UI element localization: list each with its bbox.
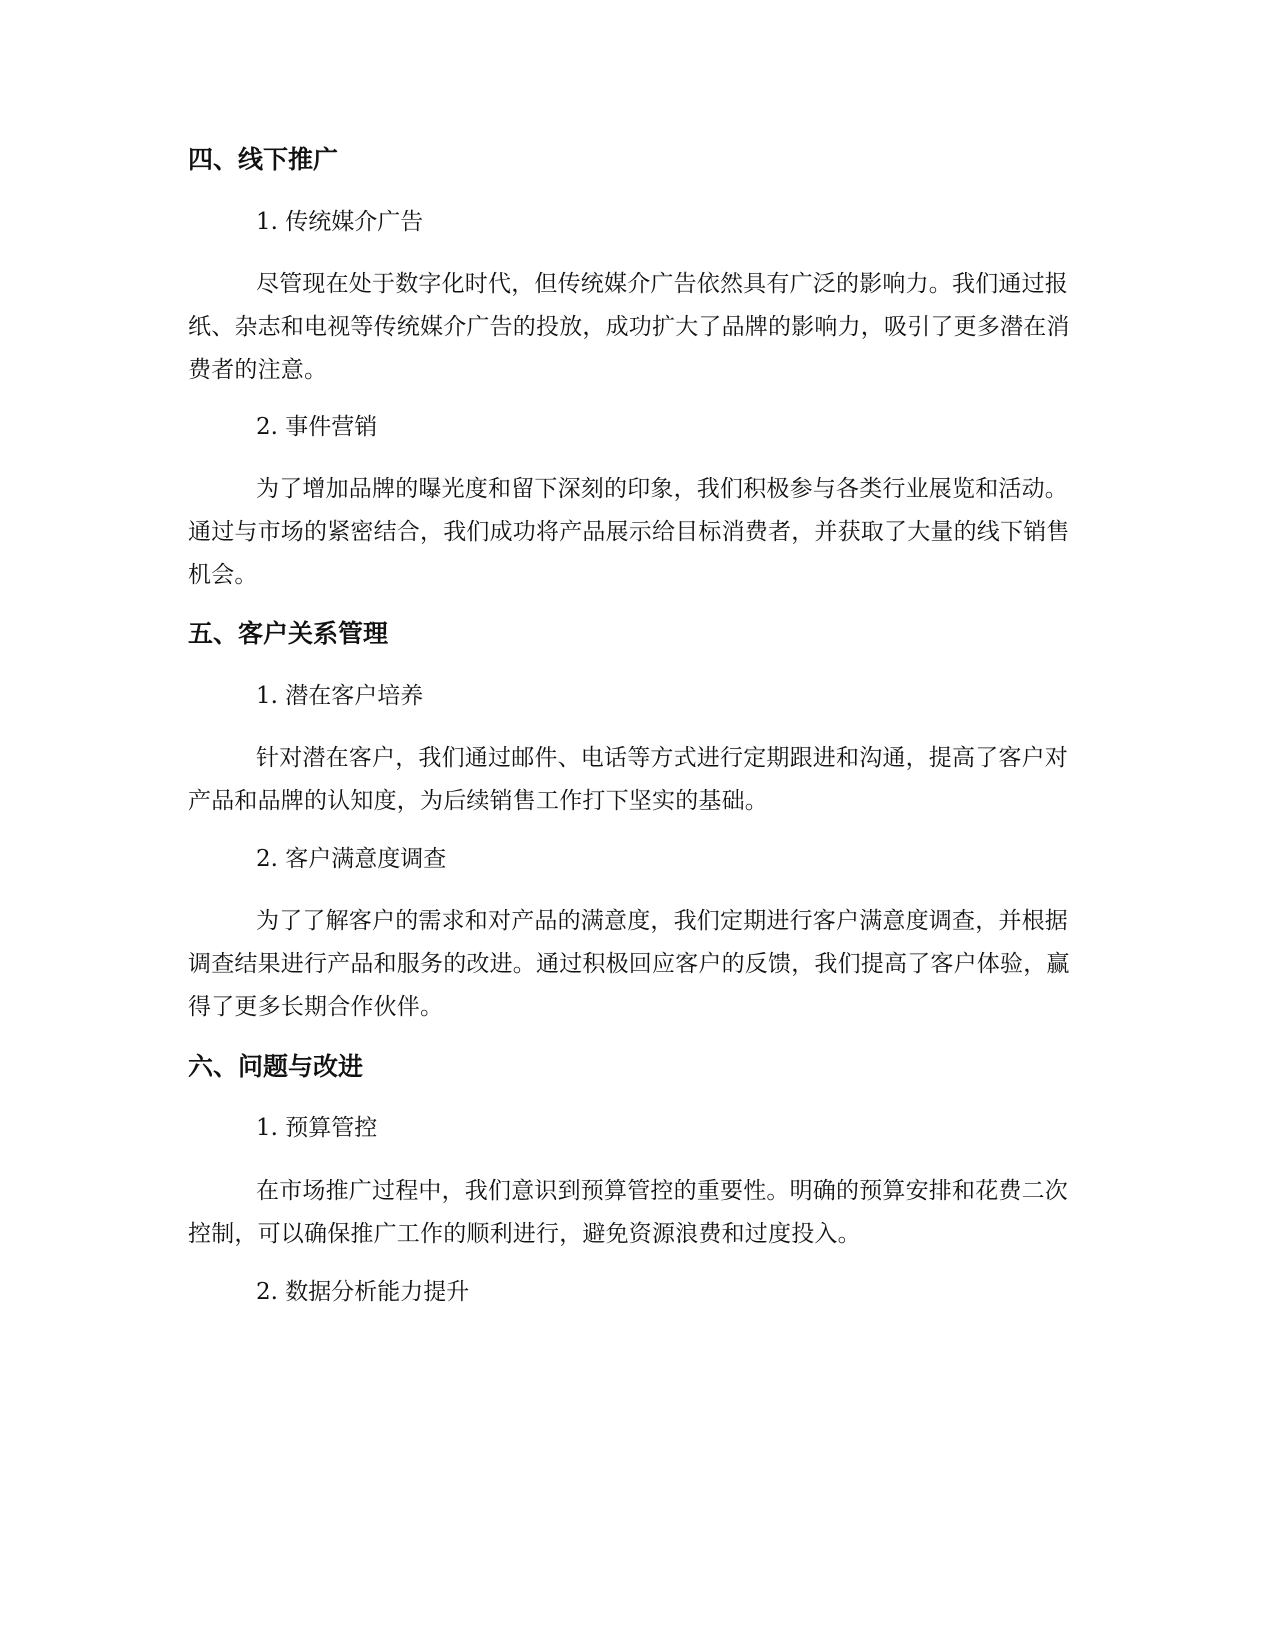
subheading-traditional-media: 1. 传统媒介广告 [256,209,424,235]
paragraph-potential-customers: 针对潜在客户，我们通过邮件、电话等方式进行定期跟进和沟通，提高了客户对产品和品牌的认知度，为后续销售工作打下坚实的基础。 [188,745,1068,814]
section-heading-customer-relations: 五、客户关系管理 [188,619,389,648]
subheading-budget-control: 1. 预算管控 [256,1115,378,1141]
paragraph-satisfaction-survey: 为了了解客户的需求和对产品的满意度，我们定期进行客户满意度调查，并根据调查结果进行产品和服务的改进。通过积极回应客户的反馈，我们提高了客户体验，赢得了更多长期合作伙伴。 [188,908,1070,1020]
paragraph-traditional-media: 尽管现在处于数字化时代，但传统媒介广告依然具有广泛的影响力。我们通过报纸、杂志和电视等传统媒介广告的投放，成功扩大了品牌的影响力，吸引了更多潜在消费者的注意。 [188,271,1070,383]
subheading-satisfaction-survey: 2. 客户满意度调查 [256,846,447,872]
subheading-data-analysis: 2. 数据分析能力提升 [256,1279,470,1305]
subheading-potential-customers: 1. 潜在客户培养 [256,683,424,709]
paragraph-budget-control: 在市场推广过程中，我们意识到预算管控的重要性。明确的预算安排和花费二次控制，可以确保推广工作的顺利进行，避免资源浪费和过度投入。 [188,1178,1068,1247]
subheading-event-marketing: 2. 事件营销 [256,414,378,440]
paragraph-event-marketing: 为了增加品牌的曝光度和留下深刻的印象，我们积极参与各类行业展览和活动。通过与市场的紧密结合，我们成功将产品展示给目标消费者，并获取了大量的线下销售机会。 [188,476,1070,588]
section-heading-offline-promotion: 四、线下推广 [188,145,339,174]
section-heading-problems-improvements: 六、问题与改进 [188,1052,364,1081]
